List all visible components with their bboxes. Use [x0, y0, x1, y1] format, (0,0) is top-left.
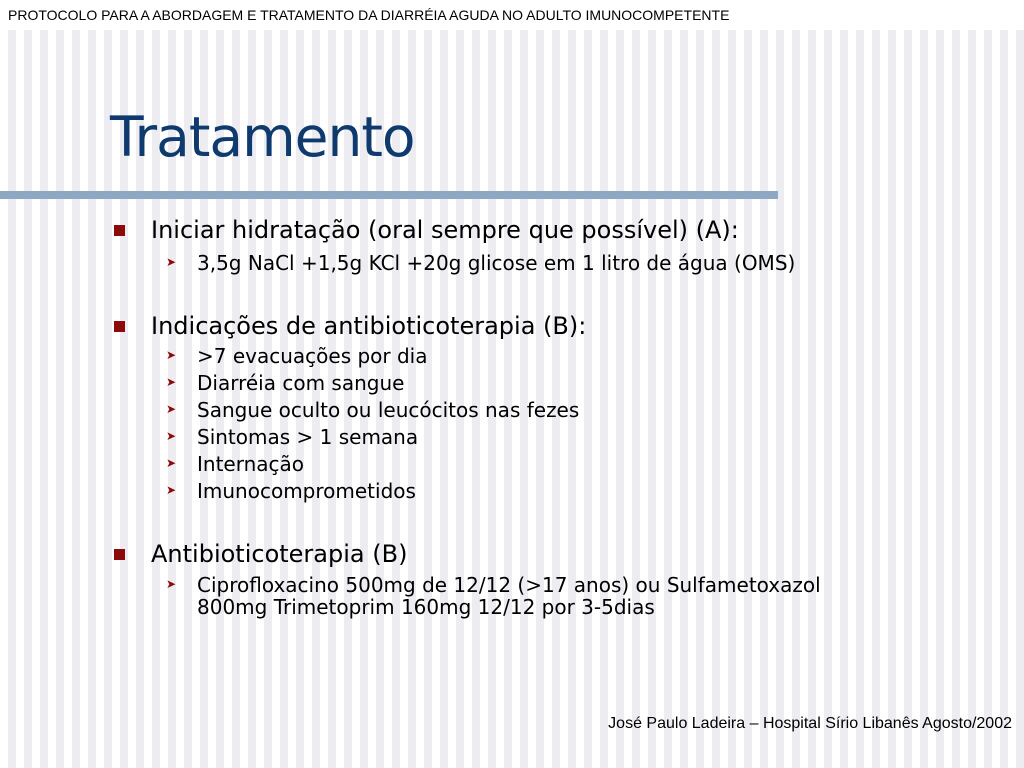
arrow-bullet-icon: ➤ [166, 483, 177, 497]
list-item-text: Diarréia com sangue [197, 371, 405, 395]
list-item-text: Imunocomprometidos [197, 479, 416, 503]
header-title: PROTOCOLO PARA A ABORDAGEM E TRATAMENTO DA DIARRÉIA AGUDA NO ADULTO IMUNOCOMPETENTE [8, 7, 730, 23]
arrow-bullet-icon: ➤ [166, 348, 177, 362]
list-item [166, 251, 796, 275]
list-item-text: Ciprofloxacino 500mg de 12/12 (>17 anos) ou Sulfametoxazol [197, 573, 821, 597]
section-antibiotic-therapy [151, 540, 407, 568]
section-antibiotic-indications [151, 312, 586, 340]
section-label: Indicações de antibioticoterapia (B): [151, 312, 587, 340]
list-item-text: 800mg Trimetoprim 160mg 12/12 por 3-5dias [197, 595, 655, 619]
arrow-bullet-icon: ➤ [166, 577, 177, 591]
list-item-text: Sintomas > 1 semana [197, 425, 419, 449]
square-bullet-icon [114, 225, 125, 236]
list-item-text: Sangue oculto ou leucócitos nas fezes [197, 398, 580, 422]
section-hydration [151, 216, 739, 244]
section-label: Antibioticoterapia (B) [151, 540, 408, 568]
list-item-text: >7 evacuações por dia [197, 344, 428, 368]
arrow-bullet-icon: ➤ [166, 429, 177, 443]
list-item-text: Internação [197, 452, 305, 476]
list-item [166, 344, 428, 368]
section-label: Iniciar hidratação (oral sempre que possível) (A): [151, 216, 739, 244]
square-bullet-icon [114, 321, 125, 332]
list-item-text: 3,5g NaCl +1,5g KCl +20g glicose em 1 litro de água (OMS) [197, 251, 796, 275]
list-item [166, 425, 419, 449]
arrow-bullet-icon: ➤ [166, 375, 177, 389]
list-item [166, 371, 405, 395]
square-bullet-icon [114, 549, 125, 560]
list-item [166, 452, 305, 476]
arrow-bullet-icon: ➤ [166, 255, 177, 269]
list-item [166, 398, 580, 422]
list-item [166, 573, 821, 597]
slide-title: Tratamento [110, 105, 415, 169]
arrow-bullet-icon: ➤ [166, 402, 177, 416]
footer-credit: José Paulo Ladeira – Hospital Sírio Libanês Agosto/2002 [608, 715, 1012, 732]
list-item [166, 479, 416, 503]
arrow-bullet-icon: ➤ [166, 456, 177, 470]
list-item-continuation [197, 596, 655, 618]
